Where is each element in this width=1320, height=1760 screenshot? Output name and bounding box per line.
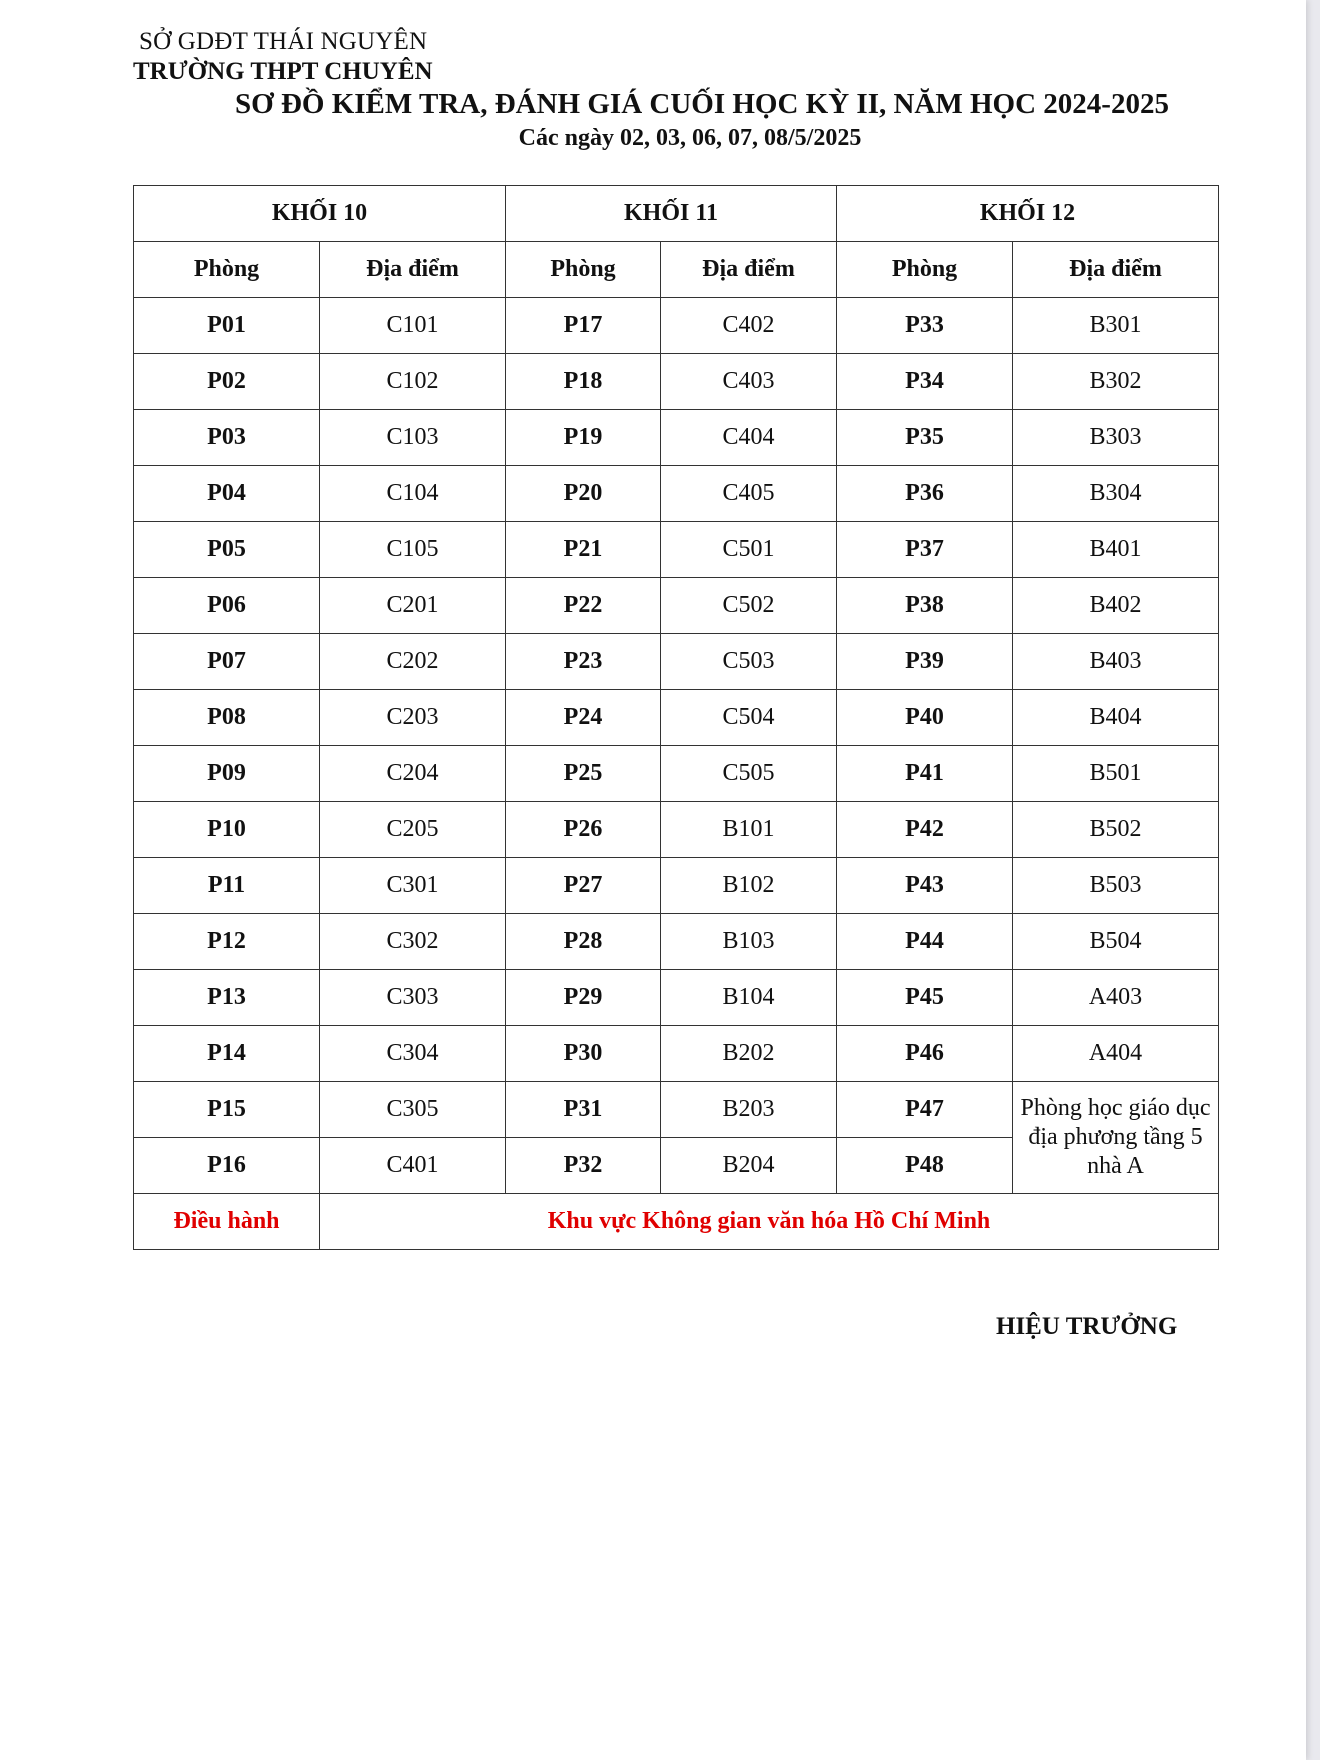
location-cell: B302: [1013, 354, 1219, 410]
operations-label: Điều hành: [134, 1194, 320, 1250]
location-cell: B101: [661, 802, 837, 858]
location-cell: C301: [320, 858, 506, 914]
room-cell: P14: [134, 1026, 320, 1082]
room-cell: P48: [837, 1138, 1013, 1194]
department-name: SỞ GDĐT THÁI NGUYÊN: [139, 28, 428, 55]
column-header-room: Phòng: [837, 242, 1013, 298]
room-cell: P12: [134, 914, 320, 970]
location-cell: C202: [320, 634, 506, 690]
room-cell: P25: [506, 746, 661, 802]
location-cell: C403: [661, 354, 837, 410]
location-cell: C104: [320, 466, 506, 522]
school-name: TRƯỜNG THPT CHUYÊN: [133, 58, 433, 85]
room-cell: P06: [134, 578, 320, 634]
location-cell: C102: [320, 354, 506, 410]
table-row: [134, 746, 1219, 802]
room-cell: P46: [837, 1026, 1013, 1082]
room-cell: P38: [837, 578, 1013, 634]
table-row: [134, 298, 1219, 354]
location-cell: C504: [661, 690, 837, 746]
room-cell: P04: [134, 466, 320, 522]
location-cell: C101: [320, 298, 506, 354]
column-header-location: Địa điểm: [661, 242, 837, 298]
room-cell: P22: [506, 578, 661, 634]
location-cell: A403: [1013, 970, 1219, 1026]
location-cell: C503: [661, 634, 837, 690]
table-row: [134, 970, 1219, 1026]
room-cell: P24: [506, 690, 661, 746]
location-cell: B504: [1013, 914, 1219, 970]
room-cell: P31: [506, 1082, 661, 1138]
room-cell: P23: [506, 634, 661, 690]
footer-row: [134, 1194, 1219, 1250]
room-cell: P10: [134, 802, 320, 858]
location-cell: B503: [1013, 858, 1219, 914]
location-cell: B401: [1013, 522, 1219, 578]
table-row: [134, 858, 1219, 914]
location-cell: C501: [661, 522, 837, 578]
room-cell: P03: [134, 410, 320, 466]
column-header-room: Phòng: [506, 242, 661, 298]
location-cell: B202: [661, 1026, 837, 1082]
location-cell: B204: [661, 1138, 837, 1194]
room-cell: P42: [837, 802, 1013, 858]
room-cell: P40: [837, 690, 1013, 746]
location-cell: B303: [1013, 410, 1219, 466]
column-header-location: Địa điểm: [320, 242, 506, 298]
location-cell: B301: [1013, 298, 1219, 354]
table-row: [134, 1082, 1219, 1138]
room-cell: P28: [506, 914, 661, 970]
room-assignment-table: [133, 185, 1219, 1250]
room-cell: P37: [837, 522, 1013, 578]
group-header: KHỐI 11: [506, 186, 837, 242]
document-title: SƠ ĐỒ KIỂM TRA, ĐÁNH GIÁ CUỐI HỌC KỲ II, NĂM HỌC 2024-2025: [235, 88, 1169, 120]
table-row: [134, 354, 1219, 410]
location-cell: C201: [320, 578, 506, 634]
location-cell: C502: [661, 578, 837, 634]
location-cell: B404: [1013, 690, 1219, 746]
room-cell: P18: [506, 354, 661, 410]
group-header: KHỐI 12: [837, 186, 1219, 242]
room-cell: P08: [134, 690, 320, 746]
location-cell: C302: [320, 914, 506, 970]
location-cell: C103: [320, 410, 506, 466]
room-cell: P33: [837, 298, 1013, 354]
room-cell: P36: [837, 466, 1013, 522]
table-row: [134, 634, 1219, 690]
location-cell: B402: [1013, 578, 1219, 634]
room-cell: P13: [134, 970, 320, 1026]
table-row: [134, 802, 1219, 858]
group-header: KHỐI 10: [134, 186, 506, 242]
room-cell: P39: [837, 634, 1013, 690]
room-cell: P35: [837, 410, 1013, 466]
column-header-room: Phòng: [134, 242, 320, 298]
room-cell: P47: [837, 1082, 1013, 1138]
location-cell: C304: [320, 1026, 506, 1082]
location-cell: C303: [320, 970, 506, 1026]
table-row: [134, 578, 1219, 634]
table-row: [134, 466, 1219, 522]
location-cell: B103: [661, 914, 837, 970]
room-cell: P27: [506, 858, 661, 914]
merged-location-cell: Phòng học giáo dục địa phương tầng 5 nhà A: [1013, 1082, 1219, 1194]
table-row: [134, 410, 1219, 466]
room-cell: P29: [506, 970, 661, 1026]
room-cell: P32: [506, 1138, 661, 1194]
location-cell: C405: [661, 466, 837, 522]
room-cell: P07: [134, 634, 320, 690]
room-cell: P11: [134, 858, 320, 914]
column-header-location: Địa điểm: [1013, 242, 1219, 298]
column-header-row: [134, 242, 1219, 298]
location-cell: B102: [661, 858, 837, 914]
room-cell: P41: [837, 746, 1013, 802]
location-cell: C204: [320, 746, 506, 802]
group-header-row: [134, 186, 1219, 242]
room-cell: P02: [134, 354, 320, 410]
room-cell: P15: [134, 1082, 320, 1138]
room-cell: P19: [506, 410, 661, 466]
location-cell: C205: [320, 802, 506, 858]
room-cell: P17: [506, 298, 661, 354]
location-cell: B104: [661, 970, 837, 1026]
location-cell: B304: [1013, 466, 1219, 522]
room-cell: P01: [134, 298, 320, 354]
table-row: [134, 690, 1219, 746]
location-cell: B203: [661, 1082, 837, 1138]
location-cell: C505: [661, 746, 837, 802]
table-row: [134, 1026, 1219, 1082]
location-cell: C404: [661, 410, 837, 466]
room-cell: P26: [506, 802, 661, 858]
operations-location: Khu vực Không gian văn hóa Hồ Chí Minh: [320, 1194, 1219, 1250]
room-cell: P16: [134, 1138, 320, 1194]
room-cell: P20: [506, 466, 661, 522]
location-cell: C105: [320, 522, 506, 578]
location-cell: C402: [661, 298, 837, 354]
location-cell: C401: [320, 1138, 506, 1194]
room-cell: P44: [837, 914, 1013, 970]
exam-dates: Các ngày 02, 03, 06, 07, 08/5/2025: [518, 125, 862, 151]
table-row: [134, 522, 1219, 578]
room-cell: P34: [837, 354, 1013, 410]
location-cell: B502: [1013, 802, 1219, 858]
location-cell: C305: [320, 1082, 506, 1138]
location-cell: C203: [320, 690, 506, 746]
principal-signature-title: HIỆU TRƯỞNG: [996, 1313, 1178, 1340]
room-cell: P21: [506, 522, 661, 578]
room-cell: P45: [837, 970, 1013, 1026]
location-cell: A404: [1013, 1026, 1219, 1082]
room-cell: P09: [134, 746, 320, 802]
room-cell: P30: [506, 1026, 661, 1082]
location-cell: B501: [1013, 746, 1219, 802]
location-cell: B403: [1013, 634, 1219, 690]
table-row: [134, 914, 1219, 970]
room-cell: P43: [837, 858, 1013, 914]
room-cell: P05: [134, 522, 320, 578]
